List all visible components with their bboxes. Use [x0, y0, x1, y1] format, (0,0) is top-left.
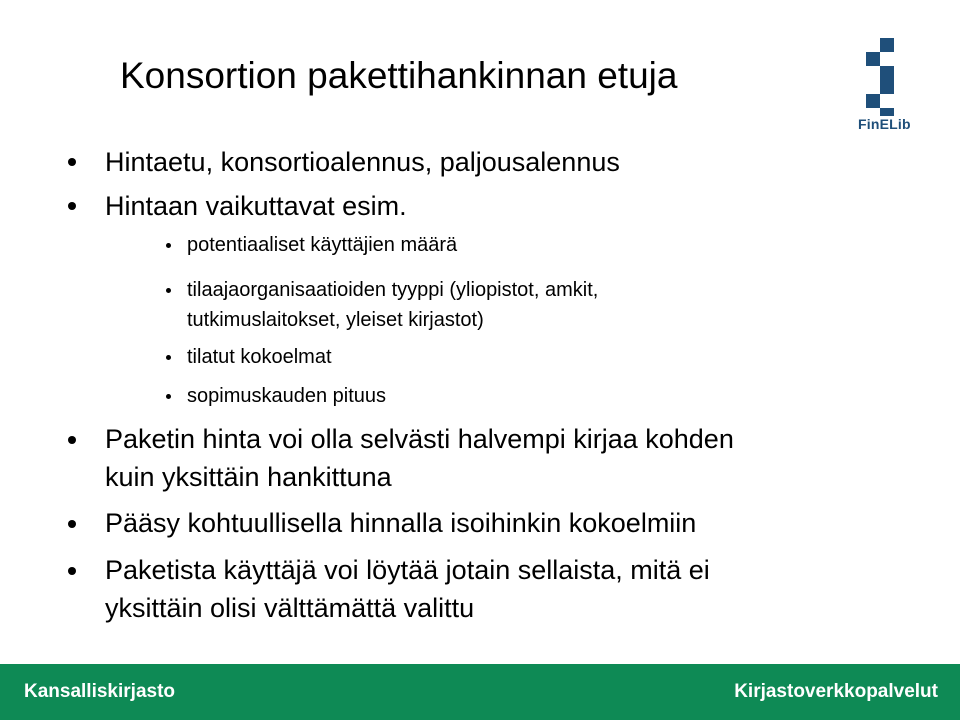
- bullet-marker: [68, 436, 76, 444]
- sub-bullet-item-continuation: tutkimuslaitokset, yleiset kirjastot): [187, 309, 484, 331]
- bullet-item: Pääsy kohtuullisella hinnalla isoihinkin kokoelmiin: [105, 508, 697, 538]
- sub-bullet-item: potentiaaliset käyttäjien määrä: [187, 234, 458, 256]
- bullet-marker: [68, 158, 76, 166]
- bullet-item: Paketin hinta voi olla selvästi halvempi kirjaa kohden: [105, 424, 734, 454]
- bullet-item: Paketista käyttäjä voi löytää jotain sellaista, mitä ei: [105, 555, 710, 585]
- bullet-marker: [68, 520, 76, 528]
- sub-bullet-marker: [166, 288, 171, 293]
- bullet-item: Hintaan vaikuttavat esim.: [105, 191, 407, 221]
- sub-bullet-item: tilatut kokoelmat: [187, 346, 332, 368]
- sub-bullet-item: tilaajaorganisaatioiden tyyppi (yliopistot, amkit,: [187, 279, 599, 301]
- bullet-marker: [68, 202, 76, 210]
- sub-bullet-marker: [166, 394, 171, 399]
- footer-bar: [0, 664, 960, 720]
- logo-text: FinELib: [858, 116, 911, 132]
- bullet-item-continuation: yksittäin olisi välttämättä valittu: [105, 593, 475, 623]
- sub-bullet-marker: [166, 355, 171, 360]
- slide-title: Konsortion pakettihankinnan etuja: [120, 55, 678, 96]
- bullet-marker: [68, 567, 76, 575]
- footer-left-text: Kansalliskirjasto: [24, 681, 176, 702]
- footer-right-text: Kirjastoverkkopalvelut: [734, 681, 938, 702]
- bullet-item: Hintaetu, konsortioalennus, paljousalennus: [105, 147, 620, 177]
- sub-bullet-marker: [166, 243, 171, 248]
- sub-bullet-item: sopimuskauden pituus: [187, 385, 387, 407]
- bullet-item-continuation: kuin yksittäin hankittuna: [105, 462, 392, 492]
